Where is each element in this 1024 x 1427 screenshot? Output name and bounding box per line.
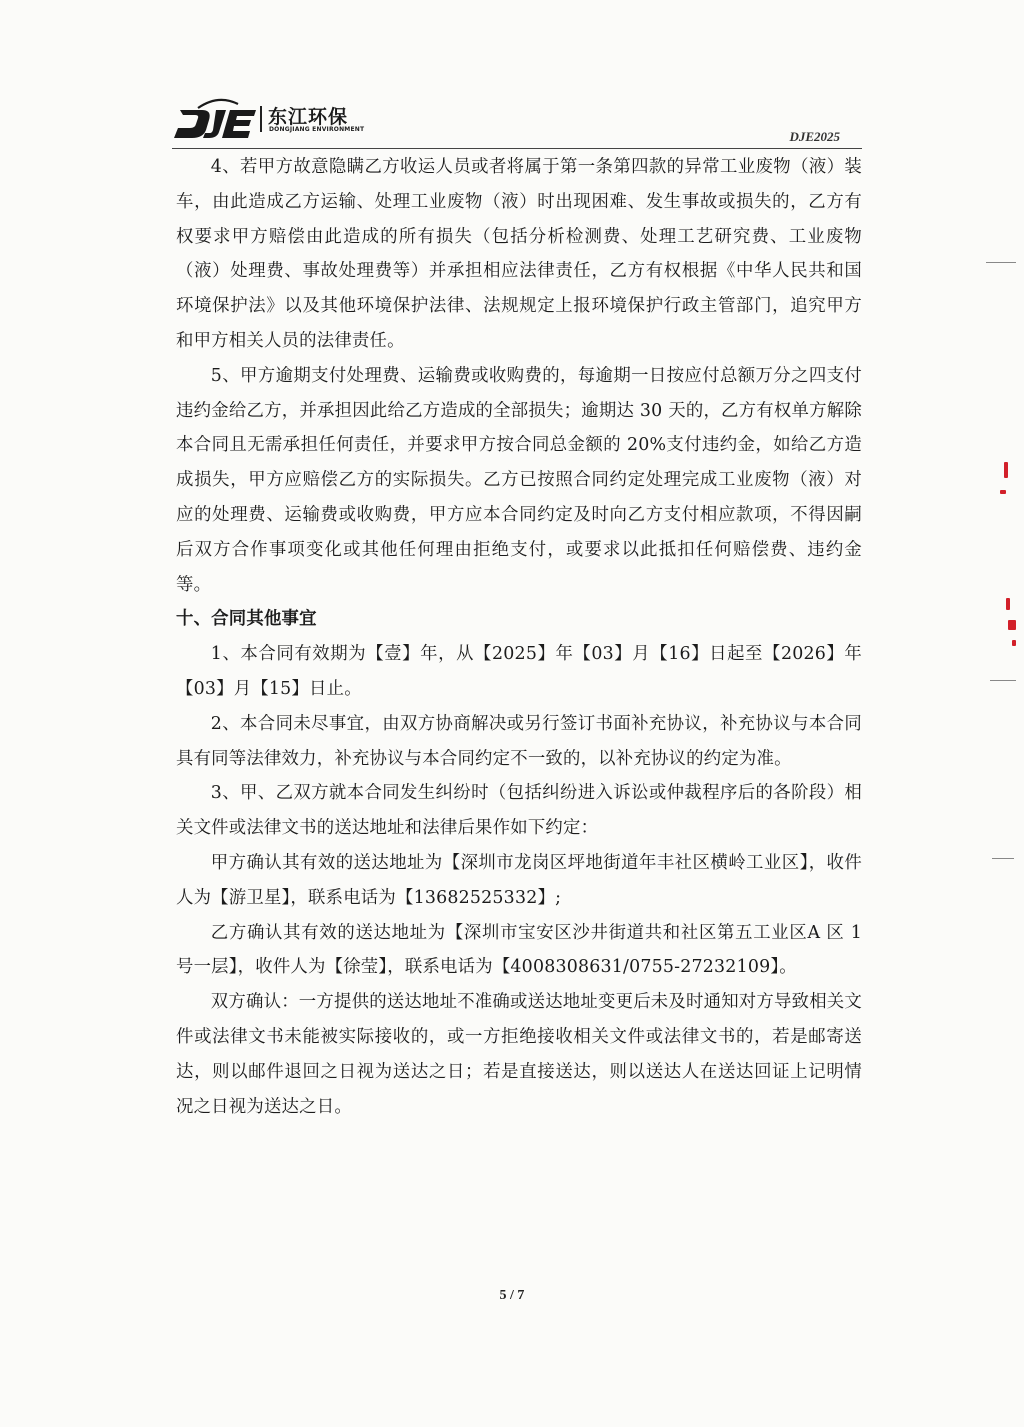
header-rule <box>172 148 862 149</box>
section-heading: 十、合同其他事宜 <box>176 609 317 630</box>
logo-text-cn: 东江环保 <box>268 106 349 128</box>
document-body <box>176 150 862 1124</box>
clause-paragraph: 乙方确认其有效的送达地址为【深圳市宝安区沙井街道共和社区第五工业区A 区 1 号一层】，收件人为【徐莹】，联系电话为【4008308631/0755-27232109】。 <box>176 922 862 978</box>
company-logo-icon <box>172 98 258 140</box>
clause-paragraph: 甲方确认其有效的送达地址为【深圳市龙岗区坪地街道年丰社区横岭工业区】，收件人为【游卫星】，联系电话为【13682525332】; <box>176 852 862 908</box>
clause-paragraph: 双方确认：一方提供的送达地址不准确或送达地址变更后未及时通知对方导致相关文件或法律文书未能被实际接收的，或一方拒绝接收相关文件或法律文书的，若是邮寄送达，则以邮件退回之日视为送达之日；若是直接送达，则以送达人在送达回证上记明情况之日视为送达之日。 <box>176 992 862 1117</box>
logo-divider <box>260 106 262 132</box>
clause-paragraph: 3、甲、乙双方就本合同发生纠纷时（包括纠纷进入诉讼或仲裁程序后的各阶段）相关文件或法律文书的送达地址和法律后果作如下约定： <box>176 783 862 839</box>
scan-line <box>986 262 1016 263</box>
document-code: DJE2025 <box>789 129 840 144</box>
page-number: 5 / 7 <box>499 1288 525 1303</box>
logo-text-en: DONGJIANG ENVIRONMENT <box>269 126 365 133</box>
page-header <box>172 96 862 150</box>
clause-paragraph: 2、本合同未尽事宜，由双方协商解决或另行签订书面补充协议，补充协议与本合同具有同等法律效力，补充协议与本合同约定不一致的，以补充协议的约定为准。 <box>176 713 862 769</box>
scan-line <box>992 858 1014 859</box>
clause-paragraph: 1、本合同有效期为【壹】年，从【2025】年【03】月【16】日起至【2026】年【03】月【15】日止。 <box>176 644 862 699</box>
scan-line <box>990 680 1016 681</box>
clause-paragraph: 4、若甲方故意隐瞒乙方收运人员或者将属于第一条第四款的异常工业废物（液）装车，由此造成乙方运输、处理工业废物（液）时出现困难、发生事故或损失的，乙方有权要求甲方赔偿由此造成的所有损失（包括分析检测费、处理工艺研究费、工业废物（液）处理费、事故处理费等）并承担相应法律责任，乙方有权根据《中华人民共和国环境保护法》以及其他环境保护法律、法规规定上报环境保护行政主管部门，追究甲方和甲方相关人员的法律责任。 <box>176 157 862 351</box>
clause-paragraph: 5、甲方逾期支付处理费、运输费或收购费的，每逾期一日按应付总额万分之四支付违约金给乙方，并承担因此给乙方造成的全部损失；逾期达 30 天的，乙方有权单方解除本合同且无需承担任何责任，并要求甲方按合同总金额的 20%支付违约金，如给乙方造成损失，甲方应赔偿乙方的实际损失。乙方已按照合同约定处理完成工业废物（液）对应的处理费、运输费或收购费，甲方应本合同约定及时向乙方支付相应款项，不得因嗣后双方合作事项变化或其他任何理由拒绝支付，或要求以此抵扣任何赔偿费、违约金等。 <box>176 365 862 595</box>
